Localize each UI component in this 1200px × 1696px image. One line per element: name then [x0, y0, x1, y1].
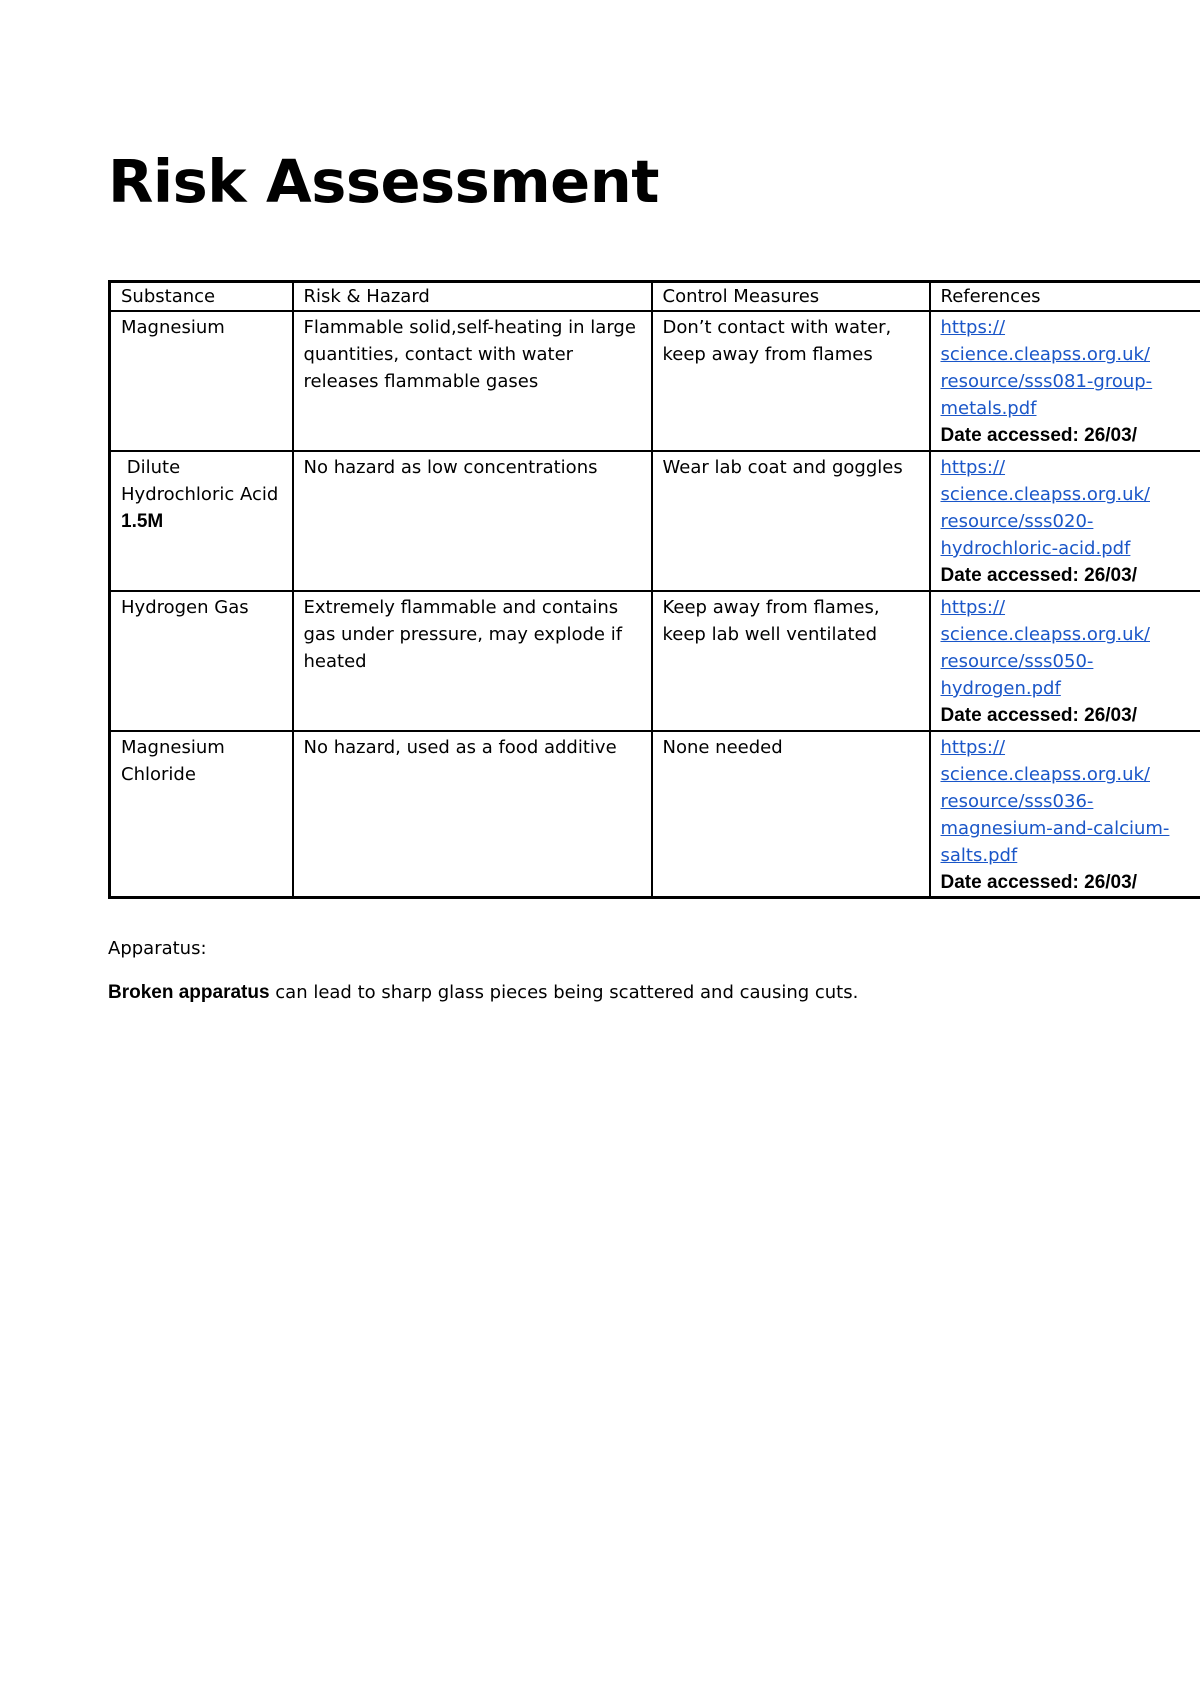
substance-cell	[110, 731, 293, 898]
substance-cell	[110, 311, 293, 451]
substance-cell	[110, 451, 293, 591]
reference-link[interactable]: resource/sss081-group-	[940, 371, 1153, 392]
table-row	[110, 451, 1200, 591]
control-cell: None needed	[652, 731, 930, 898]
reference-link[interactable]: science.cleapss.org.uk/	[940, 624, 1150, 645]
date-accessed: Date accessed: 26/03/	[940, 565, 1137, 586]
reference-link[interactable]: https://	[940, 737, 1006, 758]
apparatus-text: can lead to sharp glass pieces being scattered and causing cuts.	[269, 982, 859, 1003]
substance-name: Dilute Hydrochloric Acid	[121, 457, 279, 505]
reference-link[interactable]: metals.pdf	[940, 398, 1037, 419]
header-substance: Substance	[110, 282, 293, 312]
date-accessed: Date accessed: 26/03/	[940, 425, 1137, 446]
reference-link[interactable]: science.cleapss.org.uk/	[940, 344, 1150, 365]
risk-cell: Extremely flammable and contains gas under pressure, may explode if heated	[293, 591, 652, 731]
control-cell: Keep away from flames, keep lab well ventilated	[652, 591, 930, 731]
reference-link[interactable]: https://	[940, 317, 1006, 338]
substance-name: Hydrogen Gas	[121, 597, 249, 618]
apparatus-bold-lead: Broken apparatus	[108, 982, 270, 1003]
risk-cell: No hazard, used as a food additive	[293, 731, 652, 898]
reference-cell	[930, 311, 1200, 451]
reference-link[interactable]: resource/sss020-	[940, 511, 1094, 532]
reference-link[interactable]: salts.pdf	[940, 845, 1018, 866]
reference-cell	[930, 591, 1200, 731]
risk-assessment-table	[108, 280, 1200, 899]
risk-cell: Flammable solid,self-heating in large quantities, contact with water releases flammable gases	[293, 311, 652, 451]
apparatus-note	[108, 979, 858, 1006]
control-cell: Don’t contact with water, keep away from flames	[652, 311, 930, 451]
table-row	[110, 731, 1200, 898]
reference-cell	[930, 451, 1200, 591]
reference-cell	[930, 731, 1200, 898]
reference-link[interactable]: magnesium-and-calcium-	[940, 818, 1170, 839]
table-header-row	[110, 282, 1200, 312]
reference-link[interactable]: hydrochloric-acid.pdf	[940, 538, 1131, 559]
control-cell: Wear lab coat and goggles	[652, 451, 930, 591]
date-accessed: Date accessed: 26/03/	[940, 872, 1137, 893]
reference-link[interactable]: resource/sss036-	[940, 791, 1094, 812]
reference-link[interactable]: hydrogen.pdf	[940, 678, 1061, 699]
reference-link[interactable]: https://	[940, 597, 1006, 618]
reference-link[interactable]: resource/sss050-	[940, 651, 1094, 672]
substance-cell	[110, 591, 293, 731]
header-risk-hazard: Risk & Hazard	[293, 282, 652, 312]
table-row	[110, 591, 1200, 731]
date-accessed: Date accessed: 26/03/	[940, 705, 1137, 726]
header-control-measures: Control Measures	[652, 282, 930, 312]
page-title: Risk Assessment	[108, 147, 659, 216]
reference-link[interactable]: science.cleapss.org.uk/	[940, 484, 1150, 505]
substance-name: Magnesium Chloride	[121, 737, 225, 785]
table-row	[110, 311, 1200, 451]
apparatus-heading: Apparatus:	[108, 938, 207, 959]
reference-link[interactable]: science.cleapss.org.uk/	[940, 764, 1150, 785]
substance-name: Magnesium	[121, 317, 225, 338]
risk-cell: No hazard as low concentrations	[293, 451, 652, 591]
substance-concentration: 1.5M	[121, 511, 164, 532]
reference-link[interactable]: https://	[940, 457, 1006, 478]
header-references: References	[930, 282, 1200, 312]
